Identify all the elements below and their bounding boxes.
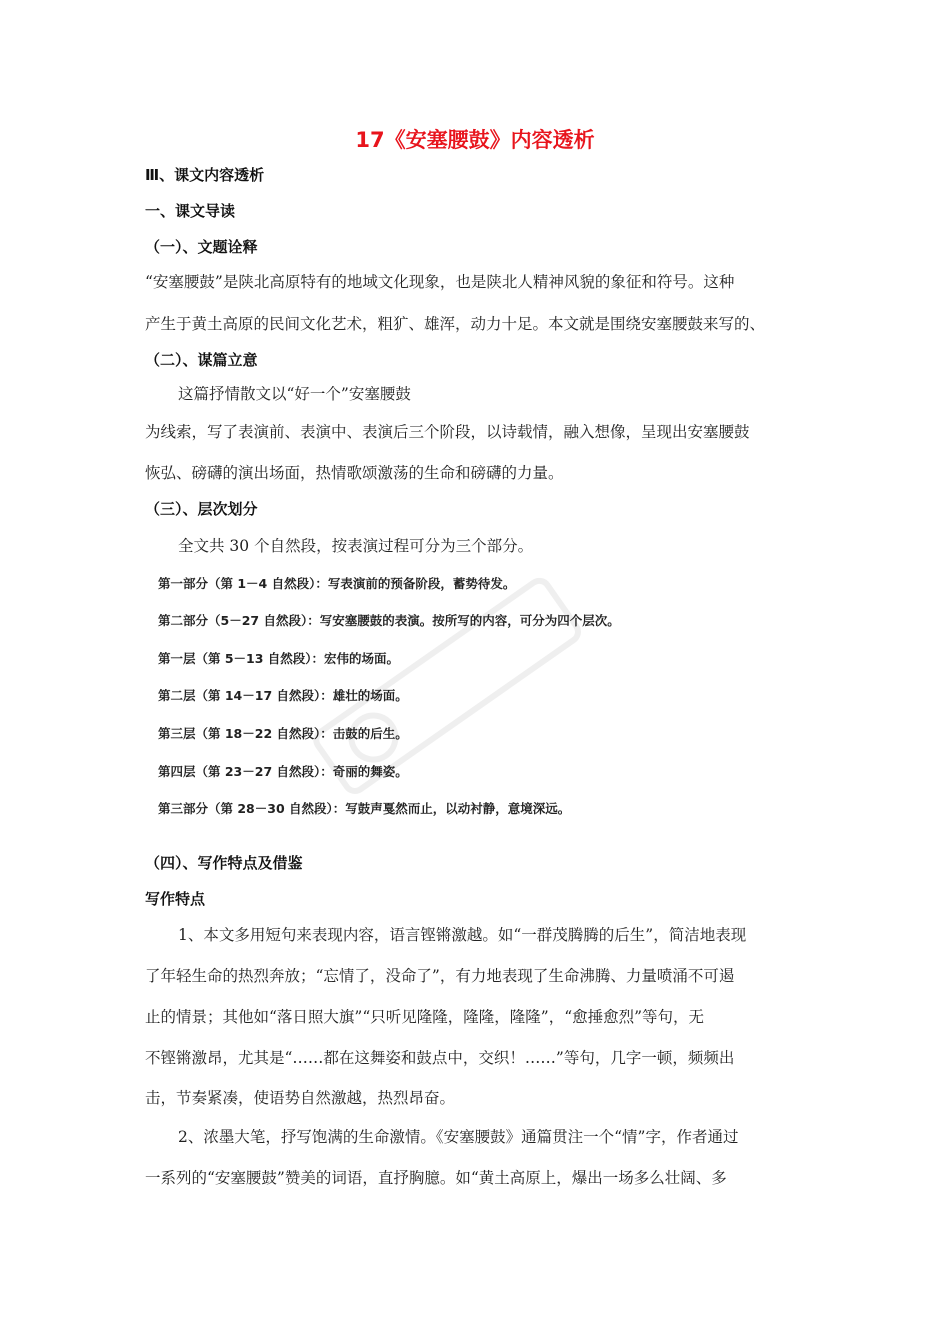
outline-item: 第三部分（第 28－30 自然段）：写鼓声戛然而止，以动衬静，意境深远。: [158, 801, 571, 816]
paragraph-line: 2、浓墨大笔，抒写饱满的生命激情。《安塞腰鼓》通篇贯注一个“情”字，作者通过: [178, 1128, 739, 1146]
outline-item: 第二部分（5－27 自然段）：写安塞腰鼓的表演。按所写的内容，可分为四个层次。: [158, 613, 620, 628]
section-heading-structure-intent: （二）、谋篇立意: [145, 351, 258, 369]
paragraph-line: 了年轻生命的热烈奔放；“忘情了，没命了”，有力地表现了生命沸腾、力量喷涌不可遏: [145, 967, 735, 985]
paragraph-line: 不铿锵激昂，尤其是“……都在这舞姿和鼓点中，交织！……”等句，几字一顿，频频出: [145, 1049, 735, 1067]
paragraph-line: 1、本文多用短句来表现内容，语言铿锵激越。如“一群茂腾腾的后生”，简洁地表现: [178, 926, 747, 944]
paragraph-line: 击，节奏紧凑，使语势自然激越，热烈昂奋。: [145, 1089, 456, 1107]
section-heading-layers: （三）、层次划分: [145, 500, 258, 518]
section-heading-guide: 一、课文导读: [145, 202, 236, 220]
paragraph-line: 产生于黄土高原的民间文化艺术，粗犷、雄浑，动力十足。本文就是围绕安塞腰鼓来写的、: [145, 315, 766, 333]
outline-item: 第四层（第 23－27 自然段）：奇丽的舞姿。: [158, 764, 408, 779]
subheading-writing-features: 写作特点: [145, 890, 206, 908]
paragraph-line: 止的情景；其他如“落日照大旗”“只听见隆隆，隆隆，隆隆”，“愈捶愈烈”等句，无: [145, 1008, 705, 1026]
paragraph-line: “安塞腰鼓”是陕北高原特有的地域文化现象，也是陕北人精神风貌的象征和符号。这种: [145, 273, 735, 291]
paragraph-line: 全文共 30 个自然段，按表演过程可分为三个部分。: [178, 537, 534, 555]
paragraph-line: 恢弘、磅礴的演出场面，热情歌颂激荡的生命和磅礴的力量。: [145, 464, 564, 482]
paragraph-line: 一系列的“安塞腰鼓”赞美的词语，直抒胸臆。如“黄土高原上，爆出一场多么壮阔、多: [145, 1169, 727, 1187]
paragraph-line: 这篇抒情散文以“好一个”安塞腰鼓: [178, 385, 411, 403]
outline-item: 第二层（第 14－17 自然段）：雄壮的场面。: [158, 688, 408, 703]
outline-item: 第一层（第 5－13 自然段）：宏伟的场面。: [158, 651, 400, 666]
outline-item: 第一部分（第 1－4 自然段）：写表演前的预备阶段，蓄势待发。: [158, 576, 516, 591]
page-title: 17《安塞腰鼓》内容透析: [355, 128, 595, 152]
section-heading-writing-features: （四）、写作特点及借鉴: [145, 854, 303, 872]
paragraph-line: 为线索，写了表演前、表演中、表演后三个阶段，以诗载情，融入想像，呈现出安塞腰鼓: [145, 423, 750, 441]
outline-item: 第三层（第 18－22 自然段）：击鼓的后生。: [158, 726, 408, 741]
section-heading-title-explanation: （一）、文题诠释: [145, 238, 258, 256]
section-heading-part3: Ⅲ、课文内容透析: [145, 166, 265, 184]
